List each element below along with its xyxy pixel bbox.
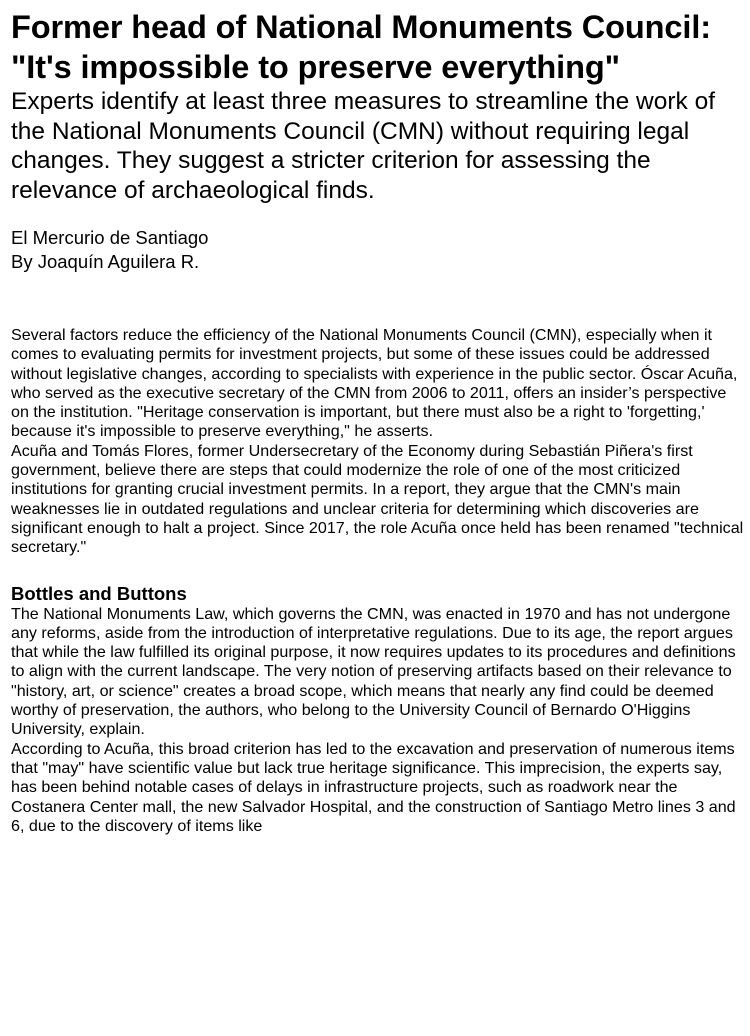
article: [11, 0, 745, 836]
article-body: [11, 326, 745, 836]
article-meta: [11, 226, 745, 274]
article-title: Former head of National Monuments Council: "It's impossible to preserve everything": [11, 9, 711, 85]
section-heading: Bottles and Buttons: [11, 582, 187, 604]
body-paragraph: According to Acuña, this broad criterion has led to the excavation and preservation of numerous items that "may" have scientific value but lack true heritage significance. This imprecision, the experts say, has been behind notable cases of delays in infrastructure projects, such as roadwork near the Costanera Center mall, the new Salvador Hospital, and the construction of Santiago Metro lines 3 and 6, due to the discovery of items like: [11, 739, 736, 835]
body-paragraph: The National Monuments Law, which governs the CMN, was enacted in 1970 and has not undergone any reforms, aside from the introduction of interpretative regulations. Due to its age, the report argues that while the law fulfilled its original purpose, it now requires updates to its procedures and definitions to align with the current landscape. The very notion of preserving artifacts based on their relevance to "history, art, or science" creates a broad scope, which means that nearly any find could be deemed worthy of preservation, the authors, who belong to the University Council of Bernardo O'Higgins University, explain.: [11, 604, 736, 739]
article-source: El Mercurio de Santiago: [11, 227, 209, 248]
body-paragraph: Several factors reduce the efficiency of the National Monuments Council (CMN), especially when it comes to evaluating permits for investment projects, but some of these issues could be addressed without legislative changes, according to specialists with experience in the public sector. Óscar Acuña, who served as the executive secretary of the CMN from 2006 to 2011, offers an insider’s perspective on the institution. "Heritage conservation is important, but there must also be a right to 'forgetting,' because it's impossible to preserve everything," he asserts.: [11, 326, 738, 441]
body-paragraph: Acuña and Tomás Flores, former Undersecretary of the Economy during Sebastián Piñera's first government, believe there are steps that could modernize the role of one of the most criticized institutions for granting crucial investment permits. In a report, they argue that the CMN's main weaknesses lie in outdated regulations and unclear criteria for determining which discoveries are significant enough to halt a project. Since 2017, the role Acuña once held has been renamed "technical secretary.": [11, 441, 744, 557]
article-subtitle: Experts identify at least three measures to streamline the work of the National Monuments Council (CMN) without requiring legal changes. They suggest a stricter criterion for assessing the relevance of archaeological finds.: [11, 88, 716, 204]
article-byline: By Joaquín Aguilera R.: [11, 251, 200, 272]
